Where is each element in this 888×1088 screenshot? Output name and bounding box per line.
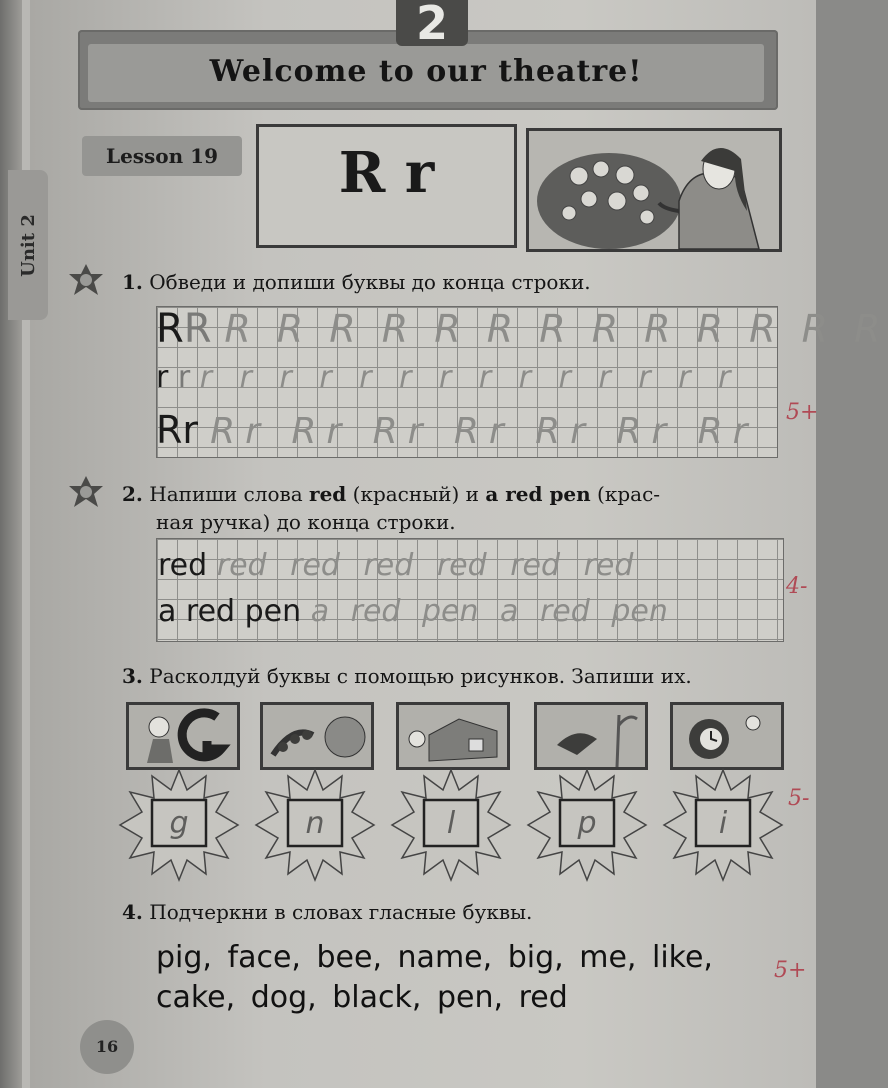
writing-task-icon [66,262,106,302]
ex2-row1 [158,546,633,586]
word: red [518,980,568,1015]
grade-mark-4: 5+ [774,958,807,983]
word: like, [652,940,713,975]
unit-side-tab-label [8,170,48,320]
word: black, [332,980,422,1015]
ex1-row1-sample: R [156,306,184,352]
girl-roses-illustration [526,128,782,252]
ex2-row2-written: a red pen a red pen [310,594,668,629]
ex1-row2 [156,360,739,396]
exercise-4-text: Подчеркни в словах гласные буквы. [149,900,533,924]
answer-letter-3: l [446,806,456,841]
exercise-2-number: 2. [122,482,143,506]
word: dog, [250,980,317,1015]
exercise-2-word-red: red [309,482,347,506]
word: me, [579,940,637,975]
exercise-1-instruction [122,270,591,294]
answer-letter-1: g [169,806,189,841]
exercise-3-number: 3. [122,664,143,688]
answer-letter-2: n [305,806,325,841]
exercise-2-word-red-pen: a red pen [485,482,591,506]
grade-mark-2: 4- [786,574,808,599]
word: pen, [436,980,504,1015]
word: bee, [316,940,382,975]
exercise-2-text-line2: ная ручка) до конца строки. [156,510,456,534]
lesson-letter: R r [338,140,435,206]
picture-wheel-clock [670,702,784,770]
exercise-2-text-b: (красный) и [346,482,486,506]
word: pig, [156,940,212,975]
ex4-words-line2 [156,980,568,1015]
writing-task-icon [66,474,106,514]
book-spine [0,0,22,1088]
picture-house [396,702,510,770]
ex1-row2-written: r r r r r r r r r r r r r r [199,360,740,395]
page-number: 16 [80,1020,134,1074]
ex2-row1-written: red red red red red red [216,548,634,583]
word: big, [507,940,564,975]
ex1-row1 [156,306,888,352]
exercise-3-instruction [122,664,692,688]
word: face, [227,940,301,975]
ex2-row1-sample: red [158,548,208,583]
unit-number: 2 [415,0,448,50]
exercise-3-text: Расколдуй буквы с помощью рисунков. Запиши их. [149,664,692,688]
exercise-2-text-c: (крас- [590,482,661,506]
exercise-1-number: 1. [122,270,143,294]
lesson-label: Lesson 19 [82,136,242,176]
answer-letter-5: i [718,806,728,841]
ex1-row3 [156,408,758,454]
ex1-row2-sample: r [156,360,169,395]
ex1-row2-traced: r [177,360,191,395]
picture-girl-letter-g [126,702,240,770]
ex1-row1-written: R R R R R R R R R R R R R [224,307,888,351]
ex2-row2 [158,592,668,632]
exercise-2-text-a: Напиши слова [149,482,310,506]
picture-nuts-nest [260,702,374,770]
word: name, [397,940,493,975]
grade-mark-1: 5+ [786,400,819,425]
grade-mark-3: 5- [788,786,810,811]
unit-title: Welcome to our theatre! [209,54,643,89]
unit-tab-text: Unit 2 [17,213,39,277]
ex2-row2-sample: a red pen [158,594,302,629]
exercise-1-text: Обведи и допиши буквы до конца строки. [149,270,591,294]
ex1-row3-sample: Rr [156,408,199,452]
exercise-2-instruction [122,480,786,536]
picture-parrot-trees [534,702,648,770]
exercise-4-number: 4. [122,900,143,924]
exercise-4-instruction [122,900,532,924]
ex1-row1-traced: R [183,306,212,352]
answer-letter-4: p [577,806,597,841]
ex4-words-line1 [156,940,713,975]
ex1-row3-written: Rr Rr Rr Rr Rr Rr Rr [210,411,758,452]
word: cake, [156,980,236,1015]
